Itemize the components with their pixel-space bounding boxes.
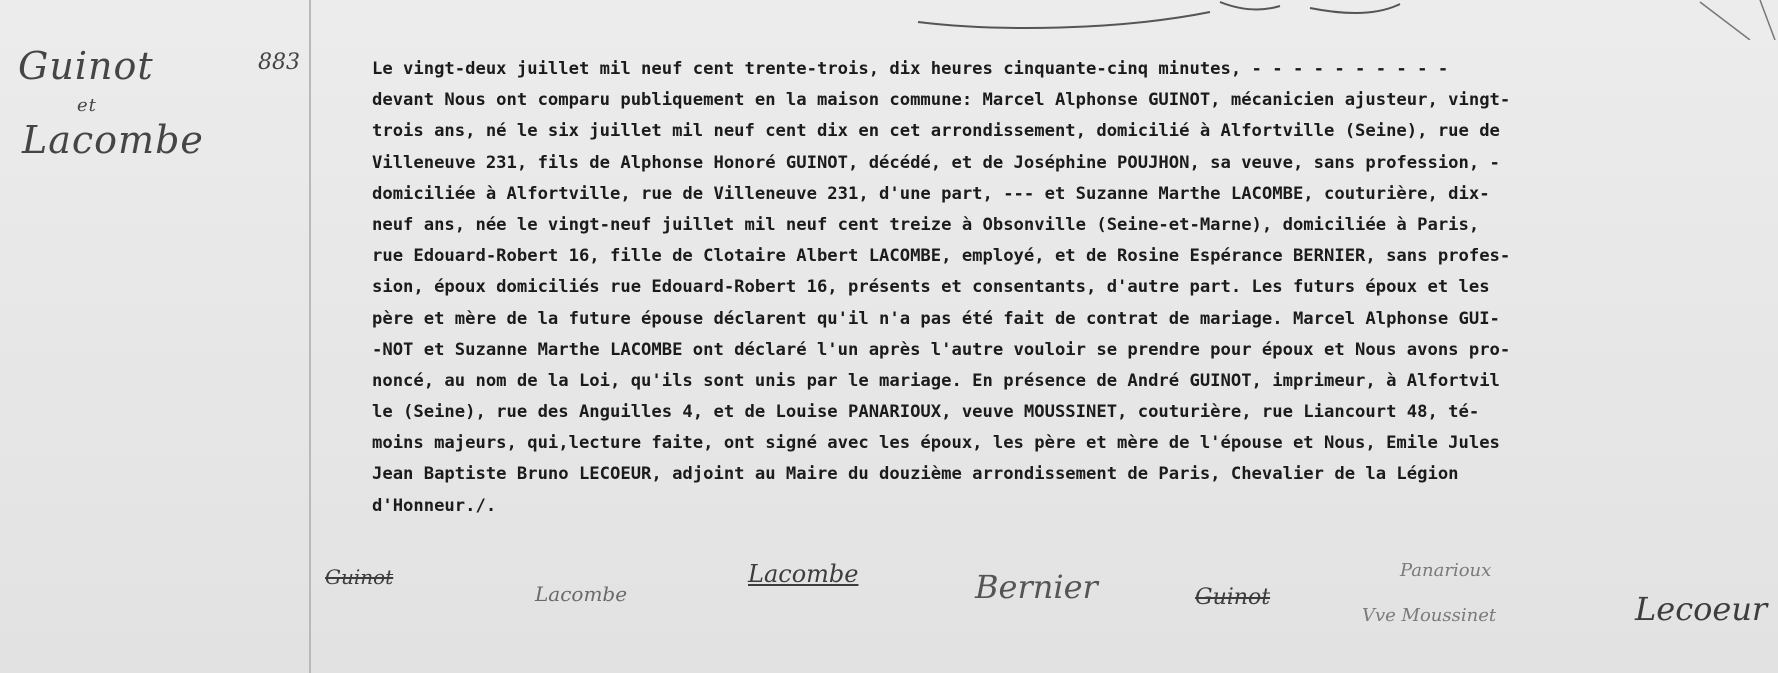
text-line: -NOT et Suzanne Marthe LACOMBE ont déclaré l'un après l'autre vouloir se prendre pour époux et Nous avons pro- [372,339,1511,360]
text-line: d'Honneur./. [372,495,497,516]
signature-lacombe-2: Lacombe [748,560,859,588]
text-line: Jean Baptiste Bruno LECOEUR, adjoint au Maire du douzième arrondissement de Paris, Chevalier de la Légion [372,464,1459,485]
marriage-act-text [372,54,1770,522]
margin-rule [309,0,311,673]
signature-panarioux: Panarioux [1400,560,1492,581]
signature-guinot-witness: Guinot [1195,585,1271,610]
text-line: noncé, au nom de la Loi, qu'ils sont unis par le mariage. En présence de André GUINOT, imprimeur, à Alfortvil [372,370,1500,391]
top-ink-scribble [880,0,1778,40]
signature-bernier: Bernier [975,568,1098,606]
signature-moussinet: Vve Moussinet [1362,605,1497,626]
text-line: Villeneuve 231, fils de Alphonse Honoré GUINOT, décédé, et de Joséphine POUJHON, sa veuve, sans profession, - [372,152,1500,173]
text-line: domiciliée à Alfortville, rue de Villeneuve 231, d'une part, --- et Suzanne Marthe LACOMBE, couturière, dix- [372,183,1490,204]
text-line: moins majeurs, qui,lecture faite, ont signé avec les époux, les père et mère de l'épouse et Nous, Emile Jules [372,433,1500,454]
signature-lecoeur: Lecoeur [1635,590,1768,628]
text-line: devant Nous ont comparu publiquement en la maison commune: Marcel Alphonse GUINOT, mécanicien ajusteur, vingt- [372,90,1511,111]
signature-lacombe-1: Lacombe [535,582,628,606]
text-line: rue Edouard-Robert 16, fille de Clotaire Albert LACOMBE, employé, et de Rosine Espérance BERNIER, sans profes- [372,246,1511,267]
signature-guinot: Guinot [325,565,394,589]
text-line: trois ans, né le six juillet mil neuf cent dix en cet arrondissement, domicilié à Alfortville (Seine), rue de [372,121,1500,142]
text-line: père et mère de la future épouse déclarent qu'il n'a pas été fait de contrat de mariage. Marcel Alphonse GUI- [372,308,1500,329]
text-line: sion, époux domiciliés rue Edouard-Robert 16, présents et consentants, d'autre part. Les futurs époux et les [372,277,1490,298]
margin-name-guinot: Guinot [18,44,154,88]
margin-name-lacombe: Lacombe [22,118,204,162]
act-number: 883 [258,50,300,75]
margin-conjunction: et [77,95,97,116]
text-line: le (Seine), rue des Anguilles 4, et de Louise PANARIOUX, veuve MOUSSINET, couturière, rue Liancourt 48, té- [372,402,1480,423]
text-line: neuf ans, née le vingt-neuf juillet mil neuf cent treize à Obsonville (Seine-et-Marne), domiciliée à Paris, [372,214,1480,235]
text-line: Le vingt-deux juillet mil neuf cent trente-trois, dix heures cinquante-cinq minutes, - - - - - - - - - - [372,59,1449,79]
